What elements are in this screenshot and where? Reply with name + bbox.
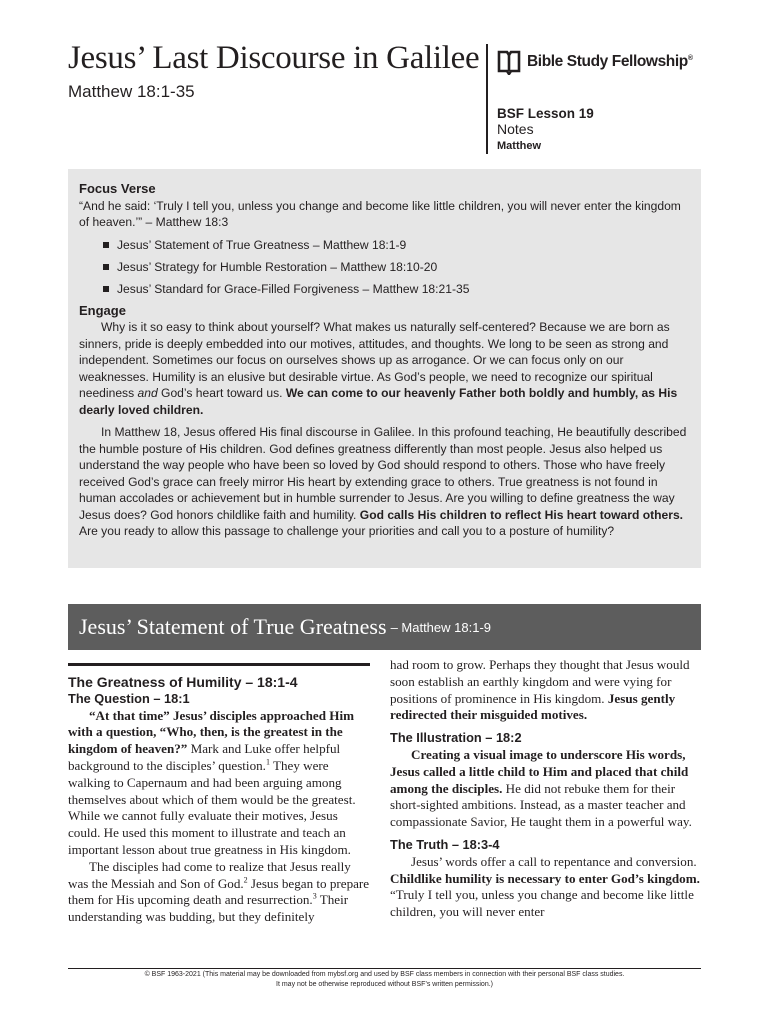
illustration-heading: The Illustration – 18:2 (390, 730, 522, 746)
illustration-paragraph: Creating a visual image to underscore His words, Jesus called a little child to Him and placed that child among the disciples. He did not rebuke them for their short-sighted ambitions. Instead, as a master teacher and compassionate Savior, He taught them in a powerful way. (390, 746, 692, 830)
outline-item: Jesus’ Standard for Grace-Filled Forgiveness – Matthew 18:21-35 (79, 281, 691, 298)
footer-rule (68, 968, 701, 969)
engage-paragraph-2: In Matthew 18, Jesus offered His final discourse in Galilee. In this profound teaching, He beautifully described the humble posture of His children. God defines greatness differently than most people. Jesus also helped us understand the way people who have been so loved by God should respond to others. Those who have freely received God’s grace can freely mirror His heart by extending grace to others. True greatness is not found in human accolades or achievement but in humble surrender to Jesus. Are you willing to define greatness the way Jesus does? God honors childlike faith and humility. God calls His children to reflect His heart toward others. Are you ready to allow this passage to challenge your priorities and call you to a posture of humility? (79, 425, 687, 538)
focus-verse-text: “And he said: ‘Truly I tell you, unless you change and become like little children, you will never enter the kingdom of heaven.’” – Matthew 18:3 (79, 198, 681, 229)
brand-name: Bible Study Fellowship® (527, 53, 693, 70)
open-book-icon (497, 49, 521, 75)
outline-item: Jesus’ Strategy for Humble Restoration – Matthew 18:10-20 (79, 259, 691, 276)
section-banner (68, 604, 701, 650)
focus-engage-panel (68, 169, 701, 568)
outline-item: Jesus’ Statement of True Greatness – Matthew 18:1-9 (79, 237, 691, 254)
bullet-square-icon (103, 242, 109, 248)
left-column (68, 674, 370, 926)
question-paragraph: “At that time” Jesus’ disciples approached Him with a question, “Who, then, is the greatest in the kingdom of heaven?” Mark and Luke offer helpful background to the disciples’ question.$^1$ They were walking to Capernaum and had been arguing among themselves about which of them would be the greatest. While we cannot fully evaluate their motives, Jesus could. He used this moment to illustrate and teach an important lesson about true greatness in His kingdom. (68, 707, 356, 857)
column-rule (68, 663, 370, 666)
truth-heading: The Truth – 18:3-4 (390, 836, 500, 852)
lesson-number: BSF Lesson 19 (497, 106, 594, 121)
bsf-logo (497, 49, 693, 75)
disciples-paragraph: The disciples had come to realize that Jesus really was the Messiah and Son of God.$^2$ Jesus began to prepare them for His upcoming death and resurrection.$^3$ Their understanding was budding, but they definitely (68, 858, 370, 925)
focus-verse-heading: Focus Verse (79, 181, 156, 196)
engage-heading: Engage (79, 302, 126, 318)
book-name: Matthew (497, 140, 541, 152)
notes-label: Notes (497, 121, 534, 137)
bullet-square-icon (103, 264, 109, 270)
scripture-reference: Matthew 18:1-35 (68, 82, 195, 101)
footnote-marker: 3 (312, 892, 317, 901)
footnote-marker: 2 (243, 875, 248, 885)
lesson-outline (79, 237, 691, 298)
right-column (390, 657, 702, 921)
subsection-heading: The Greatness of Humility – 18:1-4 (68, 674, 298, 690)
truth-paragraph: Jesus’ words offer a call to repentance and conversion. Childlike humility is necessary to enter God’s kingdom. “Truly I tell you, unless you change and become like little children, you will never enter (390, 853, 700, 920)
continued-paragraph: had room to grow. Perhaps they thought that Jesus would soon establish an earthly kingdom and were vying for positions of prominence in His kingdom. Jesus gently redirected their misguided motives. (390, 657, 690, 723)
copyright-footer: © BSF 1963-2021 (This material may be downloaded from mybsf.org and used by BSF class members in connection with their personal BSF class studies. It may not be otherwise reproduced without BSF’s written permission.) (144, 971, 625, 988)
page-title: Jesus’ Last Discourse in Galilee (68, 40, 480, 76)
bullet-square-icon (103, 286, 109, 292)
section-title: Jesus’ Statement of True Greatness (79, 614, 387, 639)
engage-paragraph-1: Why is it so easy to think about yourself? What makes us naturally self-centered? Because we are born as sinners, pride is deeply embedded into our motives, attitudes, and thoughts. We long to be seen as strong and independent. Sometimes our focus on ourselves shows up as arrogance. Or we can focus only on our weaknesses. Humility is an elusive but desirable virtue. As God’s people, we need to recognize our spiritual neediness and God’s heart toward us. We can come to our heavenly Father both boldly and humbly, as His dearly loved children. (79, 320, 678, 417)
footnote-marker: 1 (265, 757, 270, 767)
header-divider (486, 44, 488, 154)
section-reference: – Matthew 18:1-9 (390, 619, 492, 635)
question-heading: The Question – 18:1 (68, 690, 190, 706)
